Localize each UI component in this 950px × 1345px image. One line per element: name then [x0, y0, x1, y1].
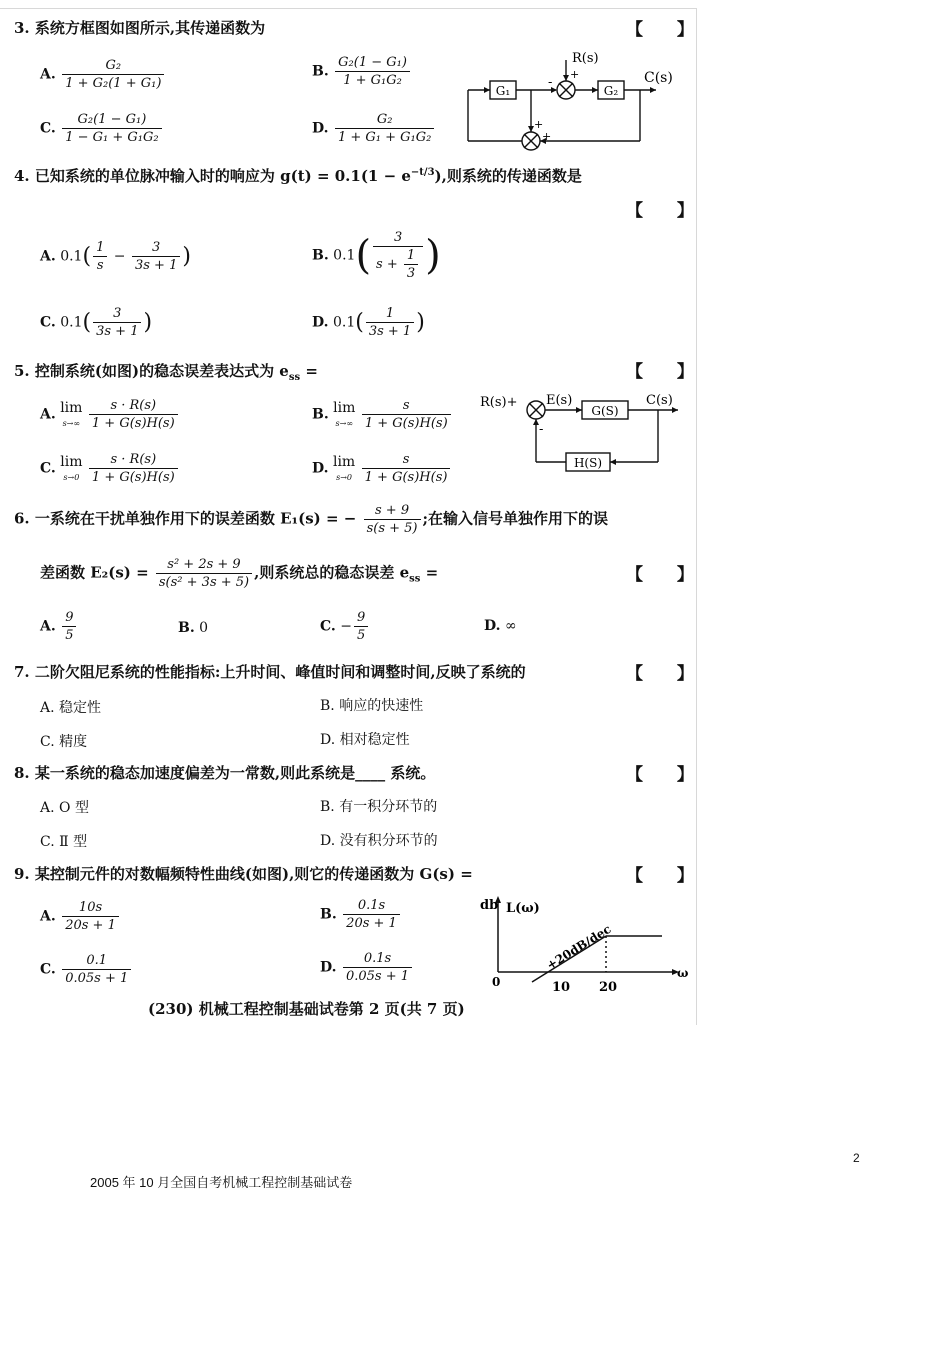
option-label: D. [312, 460, 329, 477]
denominator: 20s + 1 [65, 918, 116, 933]
fraction [335, 55, 410, 88]
numerator: G₂(1 − G₁) [62, 112, 161, 129]
g-block-label: G(S) [591, 404, 619, 418]
numerator: 0.1s [343, 898, 400, 915]
subscript: ss [409, 573, 421, 585]
numerator: 3 [93, 306, 141, 323]
q9-option-d [320, 951, 414, 984]
denominator: s [96, 258, 104, 273]
numerator: 0.1s [343, 951, 412, 968]
coefficient: 0.1 [332, 314, 356, 331]
denominator: 1 − G₁ + G₁G₂ [65, 130, 159, 145]
denominator: s(s + 5) [366, 521, 418, 536]
numerator: 10s [62, 900, 119, 917]
lim-subscript: s→∞ [335, 418, 354, 428]
q6-stem-line1 [14, 503, 608, 536]
q4-answer-bracket: 【 】 [626, 201, 708, 221]
q4-option-b [312, 230, 441, 281]
q6-option-a [40, 610, 78, 643]
option-label: D. [312, 120, 329, 137]
plus-sign: + [542, 130, 552, 143]
denominator: 0.05s + 1 [345, 969, 410, 984]
e1-fraction [364, 503, 421, 536]
coefficient: 0.1 [60, 314, 83, 331]
option-label: B. [312, 406, 329, 423]
option-label: D. [484, 618, 501, 634]
q6-stem-text: 差函数 E₂(s) = [40, 563, 149, 582]
denominator: 1 + G(s)H(s) [91, 416, 175, 431]
numerator: 9 [62, 610, 76, 627]
option-label: A. [40, 908, 56, 925]
r-input-label: R(s)+ [480, 395, 518, 410]
c-output-label: C(s) [646, 393, 673, 408]
denominator: 1 + G₁G₂ [343, 73, 402, 88]
denominator: 3s + 1 [96, 324, 139, 339]
option-label: C. [40, 120, 56, 137]
q7-answer-bracket: 【 】 [626, 664, 708, 684]
q5-stem [14, 360, 318, 383]
q3-answer-bracket: 【 】 [626, 20, 708, 40]
x-axis-label: ω [677, 966, 688, 980]
option-label: A. [40, 618, 56, 635]
q4-option-c [40, 306, 152, 339]
q9-option-c [40, 953, 133, 986]
fraction [93, 240, 107, 273]
lim-text: lim [333, 399, 356, 416]
q6-stem-end: ;在输入信号单独作用下的误 [422, 509, 609, 528]
option-label: A. [40, 248, 56, 265]
paren: ( [355, 310, 364, 335]
numerator: s² + 2s + 9 [156, 557, 252, 574]
q7-stem: 7. 二阶欠阻尼系统的性能指标:上升时间、峰值时间和调整时间,反映了系统的 [14, 663, 526, 681]
minus-sign: - [539, 422, 544, 437]
q9-bode-plot [478, 892, 688, 994]
limit [333, 455, 355, 483]
q6-option-c [320, 610, 370, 643]
denominator: 20s + 1 [346, 916, 397, 931]
subscript: ss [288, 372, 301, 383]
tick-label-20: 20 [599, 980, 618, 994]
q9-option-b [320, 898, 402, 931]
lim-subscript: s→0 [336, 472, 353, 482]
q5-option-d [312, 452, 452, 485]
numerator: 1 [93, 240, 107, 257]
numerator: s · R(s) [89, 452, 178, 469]
q6-stem-text: 6. 一系统在干扰单独作用下的误差函数 E₁(s) = − [14, 509, 357, 528]
numerator: G₂ [335, 112, 434, 129]
option-label: C. [40, 460, 56, 477]
q6-stem-end: ,则系统总的稳态误差 e [254, 563, 410, 582]
q4-option-a [40, 240, 191, 273]
fraction [62, 900, 119, 933]
option-label: C. [40, 314, 56, 331]
plus-sign: + [534, 118, 544, 131]
fraction [62, 610, 76, 643]
limit [333, 401, 355, 429]
denominator: 1 + G(s)H(s) [364, 470, 448, 485]
fraction [132, 240, 180, 273]
numerator: G₂ [62, 58, 164, 75]
lim-text: lim [60, 399, 83, 416]
paren: ( [355, 232, 372, 279]
q7-option-b: B. 响应的快速性 [320, 698, 424, 714]
q9-answer-bracket: 【 】 [626, 866, 708, 886]
denominator: 3s + 1 [368, 324, 412, 339]
curve-label: L(ω) [506, 901, 540, 916]
limit [60, 401, 82, 429]
denominator: 1 + G(s)H(s) [364, 416, 448, 431]
plus-sign: + [570, 68, 580, 81]
lim-subscript: s→0 [63, 472, 80, 482]
document-caption: 2005 年 10 月全国自考机械工程控制基础试卷 [90, 1175, 353, 1190]
fraction [335, 112, 434, 145]
lim-text: lim [60, 453, 83, 470]
q4-option-d [312, 306, 425, 339]
e2-fraction [156, 557, 252, 590]
numerator: G₂(1 − G₁) [335, 55, 410, 72]
q8-answer-bracket: 【 】 [626, 765, 708, 785]
paren: ) [416, 310, 425, 335]
minus-sign: - [548, 75, 553, 90]
q6-option-b [178, 620, 208, 636]
paren: ( [82, 310, 92, 335]
q5-block-diagram [478, 386, 688, 476]
option-label: B. [312, 63, 329, 80]
q5-stem-text: 5. 控制系统(如图)的稳态误差表达式为 e [14, 362, 289, 380]
q3-option-b [312, 55, 412, 88]
denominator [373, 247, 423, 281]
denominator: 3s + 1 [134, 258, 178, 273]
q6-answer-bracket: 【 】 [626, 565, 708, 585]
fraction [343, 951, 412, 984]
option-label: A. [40, 406, 56, 423]
y-axis-label: db [480, 898, 499, 913]
equals: = [420, 563, 439, 582]
option-label: B. [320, 906, 337, 923]
q6-option-d [484, 618, 517, 634]
q9-option-a [40, 900, 121, 933]
lim-subscript: s→∞ [62, 418, 81, 428]
tick-label-10: 10 [552, 980, 571, 994]
coefficient: 0.1 [60, 248, 83, 265]
fraction [366, 306, 414, 339]
fraction [93, 306, 141, 339]
scan-edge-top [0, 8, 697, 9]
sign: − [340, 618, 352, 635]
page-number: 2 [853, 1151, 860, 1165]
denominator: 0.05s + 1 [65, 971, 129, 986]
q7-option-a: A. 稳定性 [40, 700, 102, 716]
q3-option-a [40, 58, 166, 91]
option-label: A. [40, 66, 56, 83]
q8-option-a: A. O 型 [40, 800, 89, 816]
fraction [62, 953, 131, 986]
c-output-label: C(s) [644, 70, 673, 86]
q5-answer-bracket: 【 】 [626, 362, 708, 382]
q7-option-c: C. 精度 [40, 734, 88, 750]
q5-stem-end: = [300, 362, 318, 380]
denominator: 5 [356, 628, 366, 643]
numerator: s [362, 398, 451, 415]
denominator: 1 + G₁ + G₁G₂ [337, 130, 432, 145]
q8-option-b: B. 有一积分环节的 [320, 799, 438, 815]
fraction [362, 398, 451, 431]
option-label: C. [40, 961, 56, 978]
option-label: B. [312, 247, 329, 264]
g1-block-label: G₁ [495, 84, 511, 98]
q5-option-a [40, 398, 180, 431]
option-label: B. [178, 620, 195, 636]
q9-stem: 9. 某控制元件的对数幅频特性曲线(如图),则它的传递函数为 G(s) = [14, 865, 473, 883]
numerator: 3 [132, 240, 180, 257]
option-value: ∞ [504, 618, 517, 634]
q8-stem: 8. 某一系统的稳态加速度偏差为一常数,则此系统是____ 系统。 [14, 764, 436, 782]
exam-page-footer: (230) 机械工程控制基础试卷第 2 页(共 7 页) [148, 1000, 465, 1018]
operator: − [113, 248, 126, 265]
q3-stem: 3. 系统方框图如图所示,其传递函数为 [14, 19, 266, 37]
lim-text: lim [332, 453, 356, 470]
fraction [362, 452, 451, 485]
paren: ) [182, 244, 191, 269]
q7-option-d: D. 相对稳定性 [320, 732, 410, 748]
numerator: s [362, 452, 451, 469]
q8-option-d: D. 没有积分环节的 [320, 833, 438, 849]
slope-label: +20dB/dec [544, 921, 614, 973]
q4-stem [14, 165, 582, 186]
q4-exponent: −t/3 [410, 167, 435, 178]
q3-option-d [312, 112, 436, 145]
numerator: 0.1 [62, 953, 131, 970]
paren: ( [82, 244, 92, 269]
g2-block-label: G₂ [603, 84, 619, 98]
denominator-term: s + [376, 257, 398, 272]
option-value: 0 [199, 620, 209, 636]
denominator: 5 [65, 628, 74, 643]
q4-stem-text: 4. 已知系统的单位脉冲输入时的响应为 g(t) = 0.1(1 − e [14, 167, 411, 185]
option-label: D. [320, 959, 337, 976]
q8-option-c: C. Ⅱ 型 [40, 834, 88, 850]
numerator: 3 [373, 230, 423, 247]
numerator: s · R(s) [89, 398, 178, 415]
q6-stem-line2 [40, 557, 438, 590]
q3-block-diagram [460, 48, 690, 156]
fraction [373, 230, 423, 281]
nested-fraction [404, 248, 418, 281]
fraction [89, 452, 178, 485]
denominator: 1 + G₂(1 + G₁) [65, 76, 162, 91]
origin-label: 0 [492, 975, 501, 989]
denominator: s(s² + 3s + 5) [158, 575, 250, 590]
fraction [343, 898, 400, 931]
e-signal-label: E(s) [546, 393, 573, 408]
paren: ) [425, 232, 441, 279]
q3-option-c [40, 112, 164, 145]
q5-option-c [40, 452, 180, 485]
r-input-label: R(s) [572, 51, 599, 66]
paren: ) [143, 310, 153, 335]
q4-stem-end: ),则系统的传递函数是 [434, 167, 582, 185]
fraction [62, 112, 161, 145]
option-label: D. [312, 314, 329, 331]
denominator: 1 + G(s)H(s) [91, 470, 175, 485]
fraction [62, 58, 164, 91]
numerator: 1 [366, 306, 414, 323]
fraction [89, 398, 178, 431]
fraction [354, 610, 368, 643]
coefficient: 0.1 [333, 247, 356, 264]
limit [60, 455, 82, 483]
q5-option-b [312, 398, 453, 431]
option-label: C. [320, 618, 336, 635]
numerator: 1 [404, 248, 418, 265]
denominator: 3 [406, 266, 416, 281]
numerator: 9 [354, 610, 368, 627]
h-block-label: H(S) [573, 456, 603, 470]
numerator: s + 9 [364, 503, 421, 520]
